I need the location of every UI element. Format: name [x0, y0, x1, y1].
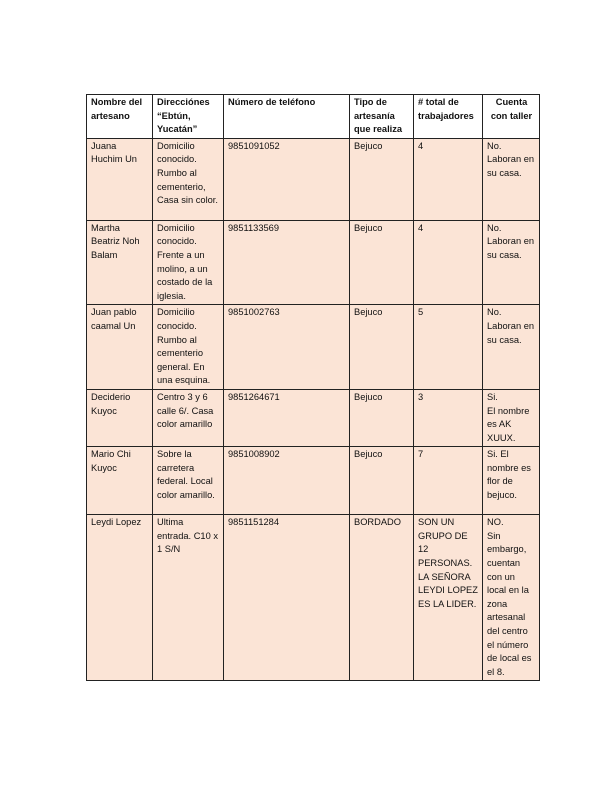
cell-trabajadores: 4	[414, 220, 483, 305]
cell-telefono: 9851091052	[224, 138, 350, 220]
header-taller: Cuenta con taller	[483, 95, 540, 139]
cell-direccion: Ultima entrada. C10 x 1 S/N	[153, 515, 224, 681]
cell-telefono: 9851151284	[224, 515, 350, 681]
table-row	[87, 305, 540, 390]
header-telefono: Número de teléfono	[224, 95, 350, 139]
cell-taller: No. Laboran en su casa.	[483, 220, 540, 305]
cell-tipo: Bejuco	[350, 389, 414, 446]
cell-telefono: 9851002763	[224, 305, 350, 390]
table-header-row	[87, 95, 540, 139]
cell-taller: Si. El nombre es flor de bejuco.	[483, 447, 540, 515]
table-row	[87, 138, 540, 220]
cell-tipo: Bejuco	[350, 138, 414, 220]
cell-direccion: Sobre la carretera federal. Local color amarillo.	[153, 447, 224, 515]
cell-trabajadores: 4	[414, 138, 483, 220]
header-nombre: Nombre del artesano	[87, 95, 153, 139]
cell-telefono: 9851008902	[224, 447, 350, 515]
table-row	[87, 220, 540, 305]
header-direcciones: Direcciónes “Ebtún, Yucatán”	[153, 95, 224, 139]
cell-tipo: Bejuco	[350, 447, 414, 515]
cell-taller: No. Laboran en su casa.	[483, 305, 540, 390]
cell-trabajadores: 7	[414, 447, 483, 515]
cell-nombre: Juana Huchim Un	[87, 138, 153, 220]
cell-telefono: 9851264671	[224, 389, 350, 446]
cell-trabajadores: SON UN GRUPO DE 12 PERSONAS. LA SEÑORA LEYDI LOPEZ ES LA LIDER.	[414, 515, 483, 681]
cell-tipo: Bejuco	[350, 305, 414, 390]
cell-nombre: Mario Chi Kuyoc	[87, 447, 153, 515]
table-row	[87, 389, 540, 446]
header-trabajadores: # total de trabajadores	[414, 95, 483, 139]
cell-taller: NO. Sin embargo, cuentan con un local en la zona artesanal del centro el número de local es el 8.	[483, 515, 540, 681]
cell-trabajadores: 5	[414, 305, 483, 390]
cell-nombre: Juan pablo caamal Un	[87, 305, 153, 390]
cell-telefono: 9851133569	[224, 220, 350, 305]
cell-nombre: Deciderio Kuyoc	[87, 389, 153, 446]
cell-direccion: Centro 3 y 6 calle 6/. Casa color amarillo	[153, 389, 224, 446]
cell-direccion: Domicilio conocido. Rumbo al cementerio general. En una esquina.	[153, 305, 224, 390]
cell-taller: No. Laboran en su casa.	[483, 138, 540, 220]
cell-tipo: BORDADO	[350, 515, 414, 681]
cell-nombre: Martha Beatriz Noh Balam	[87, 220, 153, 305]
artisans-table	[86, 94, 540, 681]
cell-trabajadores: 3	[414, 389, 483, 446]
cell-direccion: Domicilio conocido. Rumbo al cementerio, Casa sin color.	[153, 138, 224, 220]
table-row	[87, 515, 540, 681]
table-row	[87, 447, 540, 515]
header-tipo: Tipo de artesanía que realiza	[350, 95, 414, 139]
cell-taller: Si. El nombre es AK XUUX.	[483, 389, 540, 446]
cell-direccion: Domicilio conocido. Frente a un molino, a un costado de la iglesia.	[153, 220, 224, 305]
cell-nombre: Leydi Lopez	[87, 515, 153, 681]
cell-tipo: Bejuco	[350, 220, 414, 305]
